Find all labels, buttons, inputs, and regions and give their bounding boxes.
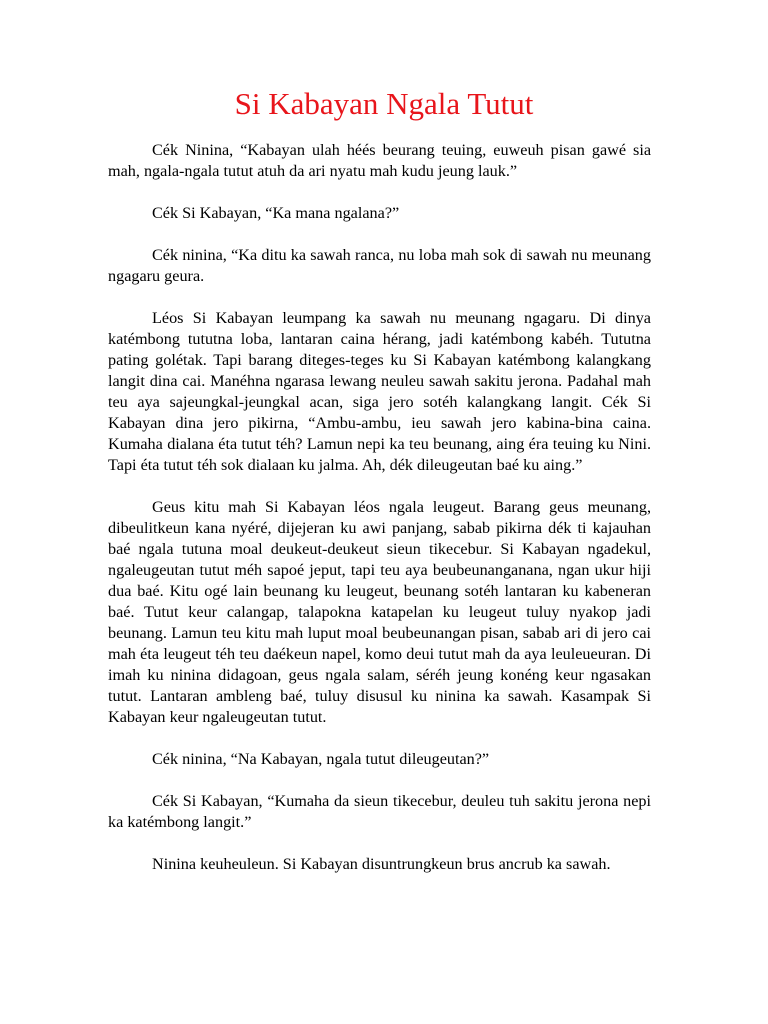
- paragraph-7: Cék Si Kabayan, “Kumaha da sieun tikecebur, deuleu tuh sakitu jerona nepi ka katémbong langit.”: [108, 792, 651, 831]
- paragraph-1: Cék Ninina, “Kabayan ulah héés beurang teuing, euweuh pisan gawé sia mah, ngala-ngala tutut atuh da ari nyatu mah kudu jeung lauk.”: [108, 141, 651, 180]
- document-body: [108, 140, 651, 896]
- paragraph-6: Cék ninina, “Na Kabayan, ngala tutut dileugeutan?”: [152, 750, 490, 768]
- paragraph-8: Ninina keuheuleun. Si Kabayan disuntrungkeun brus ancrub ka sawah.: [152, 855, 611, 873]
- paragraph-4: Léos Si Kabayan leumpang ka sawah nu meunang ngagaru. Di dinya katémbong tututna loba, lantaran caina hérang, jadi katémbong kabéh. Tututna pating golétak. Tapi barang diteges-teges ku Si Kabayan katémbong kalangkang langit dina cai. Manéhna ngarasa lewang neuleu sawah sakitu jerona. Padahal mah teu aya sajeungkal-jeungkal acan, siga jero sotéh kalangkang langit. Cék Si Kabayan dina jero pikirna, “Ambu-ambu, ieu sawah jero kabina-bina caina. Kumaha dialana éta tutut téh? Lamun nepi ka teu beunang, aing éra teuing ku Nini. Tapi éta tutut téh sok dialaan ku jalma. Ah, dék dileugeutan baé ku aing.”: [108, 309, 651, 474]
- document-title: Si Kabayan Ngala Tutut: [234, 86, 534, 121]
- paragraph-2: Cék Si Kabayan, “Ka mana ngalana?”: [152, 204, 400, 222]
- paragraph-5: Geus kitu mah Si Kabayan léos ngala leugeut. Barang geus meunang, dibeulitkeun kana nyéré, dijejeran ku awi panjang, sabab pikirna dék ti kajauhan baé ngala tutuna moal deukeut-deukeut sieun tikecebur. Si Kabayan ngadekul, ngaleugeutan tutut méh sapoé jeput, tapi teu aya beubeunanganana, ngan ukur hiji dua baé. Kitu ogé lain beunang ku leugeut, beunang sotéh lantaran ku kabeneran baé. Tutut keur calangap, talapokna katapelan ku leugeut tuluy nyakop jadi beunang. Lamun teu kitu mah luput moal beubeunangan pisan, sabab ari di jero cai mah éta leugeut téh teu daékeun napel, komo deui tutut mah da aya leuleueuran. Di imah ku ninina didagoan, geus ngala salam, séréh jeung konéng keur ngasakan tutut. Lantaran ambleng baé, tuluy disusul ku ninina ka sawah. Kasampak Si Kabayan keur ngaleugeutan tutut.: [108, 498, 651, 726]
- paragraph-3: Cék ninina, “Ka ditu ka sawah ranca, nu loba mah sok di sawah nu meunang ngagaru geura.: [108, 246, 651, 285]
